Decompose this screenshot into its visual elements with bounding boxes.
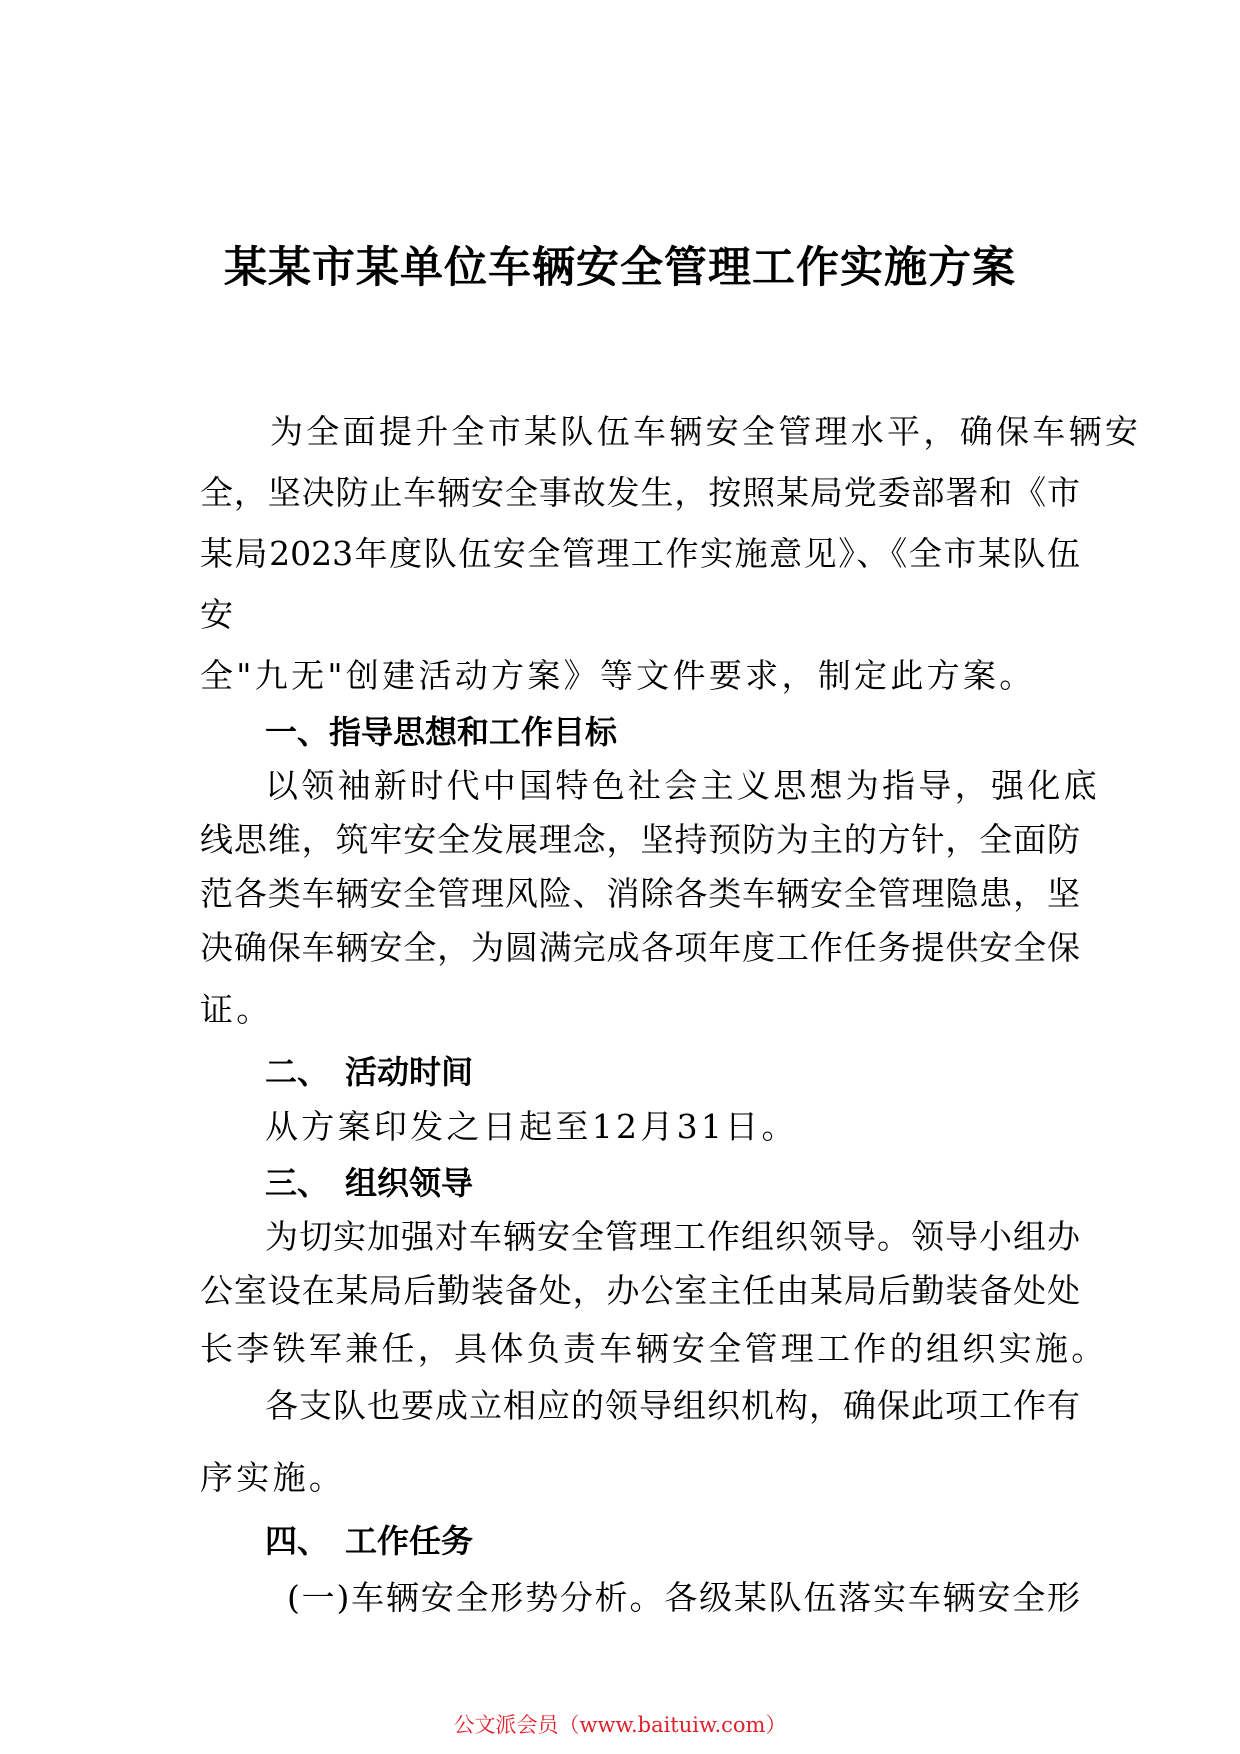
section-number: 三、 [265,1164,330,1202]
section-title: 工作任务 [345,1522,474,1560]
intro-line: 为全面提升全市某队伍车辆安全管理水平，确保车辆安 [270,412,1142,451]
section-line: 为切实加强对车辆安全管理工作组织领导。领导小组办 [265,1217,1080,1256]
intro-line: 全"九无"创建活动方案》等文件要求，制定此方案。 [200,656,1036,695]
footer-site-link[interactable]: 公文派会员（www.baituiw.com） [453,1713,787,1737]
section-heading [265,1163,473,1203]
section-title: 组织领导 [345,1164,474,1202]
section-heading [265,712,617,752]
section-number: 一、 [265,713,330,751]
section-number: 二、 [265,1053,330,1091]
section-heading [265,1052,473,1092]
section-heading [265,1521,473,1561]
section-number: 四、 [265,1522,330,1560]
document-title: 某某市某单位车辆安全管理工作实施方案 [224,243,1016,293]
intro-line: 某局2023年度队伍安全管理工作实施意见》、《全市某队伍 [200,534,1080,573]
section-line: 以领袖新时代中国特色社会主义思想为指导，强化底 [265,766,1100,805]
section-line: 公室设在某局后勤装备处，办公室主任由某局后勤装备处处 [200,1271,1080,1310]
intro-line: 安 [200,595,237,634]
section-line: 序实施。 [200,1458,346,1497]
section-line: 长李铁军兼任，具体负责车辆安全管理工作的组织实施。 [200,1329,1108,1368]
section-line: 线思维，筑牢安全发展理念，坚持预防为主的方针，全面防 [200,820,1080,859]
section-line: 从方案印发之日起至12月31日。 [265,1107,798,1146]
section-line: (一)车辆安全形势分析。各级某队伍落实车辆安全形 [287,1578,1080,1617]
section-line: 范各类车辆安全管理风险、消除各类车辆安全管理隐患，坚 [200,874,1080,913]
intro-line: 全，坚决防止车辆安全事故发生，按照某局党委部署和《市 [200,473,1080,512]
section-line: 证。 [200,990,273,1029]
section-line: 各支队也要成立相应的领导组织机构，确保此项工作有 [265,1386,1080,1425]
section-line: 决确保车辆安全，为圆满完成各项年度工作任务提供安全保 [200,928,1080,967]
section-title: 活动时间 [345,1053,474,1091]
section-title: 指导思想和工作目标 [329,713,618,751]
